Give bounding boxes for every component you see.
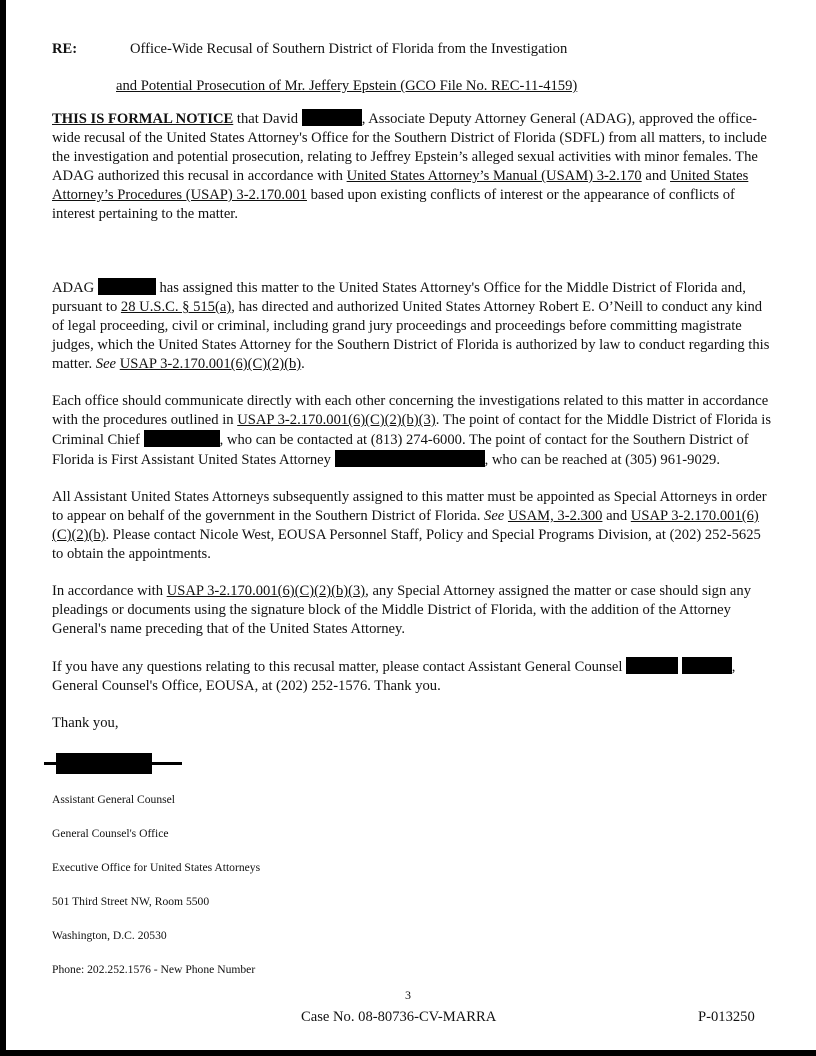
letter-body [52,40,772,997]
redaction-box [56,753,152,774]
text-run: based upon existing conflicts of interest or the appearance of conflicts of interest pertaining to the matter. [52,187,735,222]
formal-notice-heading: THIS IS FORMAL NOTICE [52,111,234,127]
text-run: All Assistant United States Attorneys subsequently assigned to this matter must be appointed as Special Attorneys in order to appear on behalf of the government in the Southern District of Florida. [52,489,767,524]
paragraph-special-attorneys [52,488,772,564]
re-subject-line1: Office-Wide Recusal of Southern District of Florida from the Investigation [130,41,568,57]
redaction-box [144,430,220,447]
redaction-box [626,657,678,674]
contact-title: Assistant General Counsel [52,793,176,806]
contact-office: General Counsel's Office [52,827,169,840]
text-run: In accordance with [52,583,167,599]
text-run: and [602,508,631,524]
usc-reference-link[interactable]: 28 U.S.C. § 515(a) [120,299,232,315]
text-run: , General Counsel's Office, EOUSA, at (202) 252-1576. Thank you. [52,659,736,694]
text-run: has assigned this matter to the United States Attorney's Office for the Middle District of Florida and, pursuant to [52,280,746,315]
usam-reference-link[interactable]: United States Attorney’s Manual (USAM) 3-2.170 [346,168,642,184]
bates-number: P-013250 [698,1009,755,1025]
usap-reference-link[interactable]: USAP 3-2.170.001(6)(C)(2)(b) [52,508,759,543]
see-citation-signal: See [484,508,505,524]
text-run: , who can be reached at (305) 961-9029. [484,452,721,468]
contact-city: Washington, D.C. 20530 [52,929,167,942]
contact-phone: Phone: 202.252.1576 - New Phone Number [52,963,256,976]
text-run: ADAG [52,280,98,296]
paragraph-signature-block [52,582,772,639]
paragraph-points-of-contact [52,392,772,470]
usap-reference-link[interactable]: USAP 3-2.170.001(6)(C)(2)(b) [119,356,302,372]
text-run: Each office should communicate directly with each other concerning the investigations related to this matter in accordance with the procedures outlined in [52,393,769,428]
usam-reference-link[interactable]: USAM, 3-2.300 [507,508,603,524]
usap-reference-link[interactable]: USAP 3-2.170.001(6)(C)(2)(b)(3) [166,583,366,599]
redaction-box [98,278,156,295]
paragraph-formal-notice [52,109,772,224]
text-run: . The point of contact for the Middle District of Florida is Criminal Chief [52,412,772,448]
text-run: , has directed and authorized United States Attorney Robert E. O’Neill to conduct any kind of legal proceeding, civil or criminal, including grand jury proceedings and proceedings before committing magistrate judges, which the United States Attorney for the Southern District of Florida is authorized by law to conduct regarding this matter. [52,299,770,372]
page-number: 3 [405,988,411,1002]
text-run: that David [233,111,302,127]
usap-reference-link[interactable]: USAP 3-2.170.001(6)(C)(2)(b)(3) [237,412,436,428]
scan-edge-left [0,0,6,1056]
re-label: RE: [52,41,78,57]
see-citation-signal: See [95,356,117,372]
case-number: Case No. 08-80736-CV-MARRA [301,1009,497,1025]
contact-block [52,793,772,997]
text-run: , Associate Deputy Attorney General (ADAG), approved the office-wide recusal of the United States Attorney's Office for the Southern District of Florida (SDFL) from all matters, to include the investigation and potential prosecution, relating to Jeffrey Epstein’s alleged sexual activities with minor females. The ADAG authorized this recusal in accordance with [52,111,767,184]
text-run: If you have any questions relating to this recusal matter, please contact Assistant General Counsel [52,659,627,675]
paragraph-questions [52,657,772,696]
re-subject-line2: and Potential Prosecution of Mr. Jeffery Epstein (GCO File No. REC-11-4159) [116,78,578,94]
redacted-signature [52,749,772,777]
text-run: . [301,356,305,372]
text-run: , who can be contacted at (813) 274-6000. The point of contact for the Southern District of Florida is First Assistant United States Attorney [52,432,749,468]
text-run: and [641,168,671,184]
usap-reference-link[interactable]: United States Attorney’s Procedures (USAP) 3-2.170.001 [52,168,749,203]
redaction-box [682,657,732,674]
contact-agency: Executive Office for United States Attorneys [52,861,261,874]
scan-edge-bottom [0,1050,816,1056]
redaction-box [302,109,362,126]
text-run: . Please contact Nicole West, EOUSA Personnel Staff, Policy and Special Programs Division, at (202) 252-5625 to obtain the appointments. [52,527,761,562]
text-run: , any Special Attorney assigned the matter or case should sign any pleadings or documents using the signature block of the Middle District of Florida, with the addition of the Attorney General's name preceding that of the United States Attorney. [52,583,751,637]
closing-thank-you: Thank you, [52,715,119,731]
re-line [52,40,772,59]
paragraph-assignment [52,278,772,374]
redaction-box [335,450,485,467]
contact-street: 501 Third Street NW, Room 5500 [52,895,210,908]
